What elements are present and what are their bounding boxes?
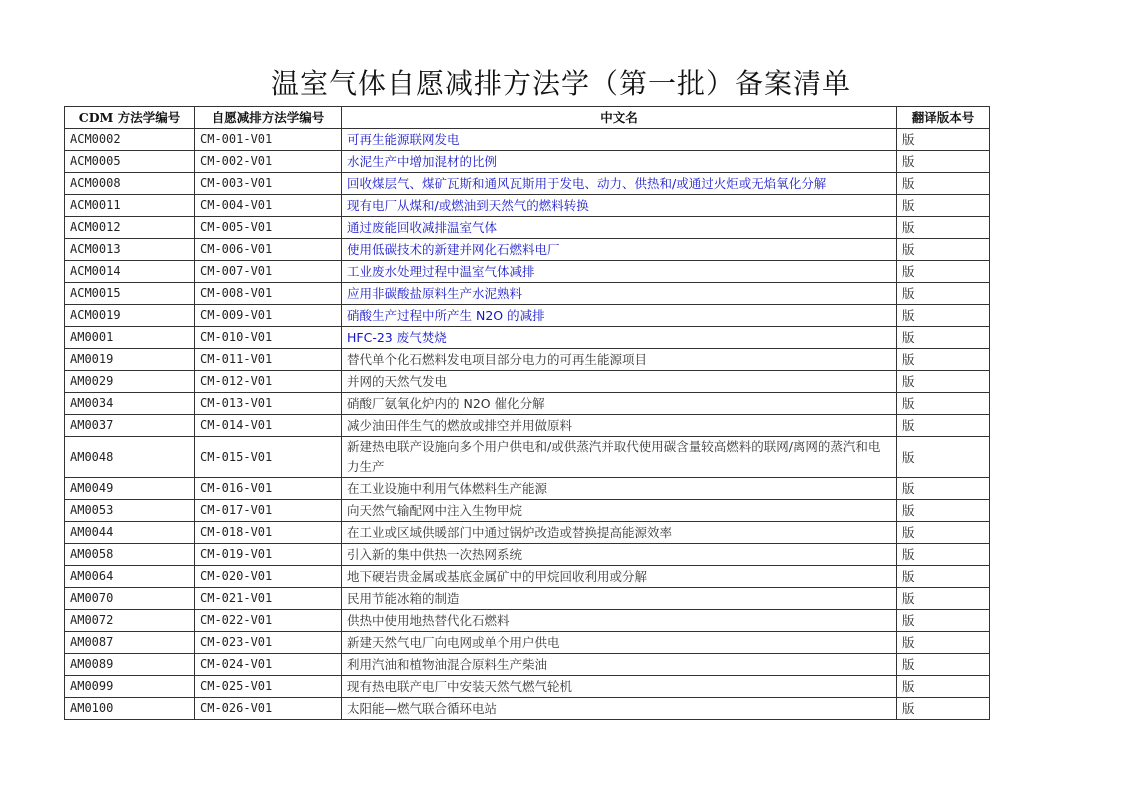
chinese-name-cell: 民用节能冰箱的制造 xyxy=(342,588,897,610)
cdm-code-cell: AM0029 xyxy=(65,371,195,393)
table-row xyxy=(65,327,990,349)
table-row xyxy=(65,173,990,195)
version-cell: 版 xyxy=(897,129,990,151)
table-row xyxy=(65,632,990,654)
version-cell: 版 xyxy=(897,261,990,283)
cdm-code-cell: ACM0008 xyxy=(65,173,195,195)
version-cell: 版 xyxy=(897,305,990,327)
ccer-code-cell: CM-011-V01 xyxy=(195,349,342,371)
ccer-code-cell: CM-016-V01 xyxy=(195,478,342,500)
version-cell: 版 xyxy=(897,393,990,415)
methodology-link[interactable]: HFC-23 废气焚烧 xyxy=(342,327,897,349)
ccer-code-cell: CM-005-V01 xyxy=(195,217,342,239)
cdm-code-cell: AM0058 xyxy=(65,544,195,566)
chinese-name-cell: 在工业或区域供暖部门中通过锅炉改造或替换提高能源效率 xyxy=(342,522,897,544)
ccer-code-cell: CM-015-V01 xyxy=(195,437,342,478)
chinese-name-cell: 新建天然气电厂向电网或单个用户供电 xyxy=(342,632,897,654)
cdm-code-cell: AM0072 xyxy=(65,610,195,632)
ccer-code-cell: CM-001-V01 xyxy=(195,129,342,151)
table-row xyxy=(65,129,990,151)
table-row xyxy=(65,305,990,327)
cdm-code-cell: AM0100 xyxy=(65,698,195,720)
methodology-link[interactable]: 现有电厂从煤和/或燃油到天然气的燃料转换 xyxy=(342,195,897,217)
table-row xyxy=(65,522,990,544)
table-row xyxy=(65,500,990,522)
page-title: 温室气体自愿减排方法学（第一批）备案清单 xyxy=(270,67,851,100)
chinese-name-cell: 太阳能—燃气联合循环电站 xyxy=(342,698,897,720)
ccer-code-cell: CM-010-V01 xyxy=(195,327,342,349)
cdm-code-cell: AM0070 xyxy=(65,588,195,610)
cdm-code-cell: AM0099 xyxy=(65,676,195,698)
version-cell: 版 xyxy=(897,544,990,566)
table-row xyxy=(65,676,990,698)
ccer-code-cell: CM-006-V01 xyxy=(195,239,342,261)
methodology-link[interactable]: 可再生能源联网发电 xyxy=(342,129,897,151)
ccer-code-cell: CM-002-V01 xyxy=(195,151,342,173)
cdm-code-cell: AM0089 xyxy=(65,654,195,676)
version-cell: 版 xyxy=(897,632,990,654)
ccer-code-cell: CM-024-V01 xyxy=(195,654,342,676)
cdm-code-cell: AM0087 xyxy=(65,632,195,654)
chinese-name-cell: 新建热电联产设施向多个用户供电和/或供蒸汽并取代使用碳含量较高燃料的联网/离网的蒸汽和电力生产 xyxy=(342,437,897,478)
table-row xyxy=(65,566,990,588)
cdm-code-cell: ACM0013 xyxy=(65,239,195,261)
table-row xyxy=(65,239,990,261)
version-cell: 版 xyxy=(897,522,990,544)
ccer-code-cell: CM-009-V01 xyxy=(195,305,342,327)
ccer-code-cell: CM-022-V01 xyxy=(195,610,342,632)
version-cell: 版 xyxy=(897,698,990,720)
ccer-code-cell: CM-007-V01 xyxy=(195,261,342,283)
ccer-code-cell: CM-003-V01 xyxy=(195,173,342,195)
table-row xyxy=(65,393,990,415)
chinese-name-cell: 减少油田伴生气的燃放或排空并用做原料 xyxy=(342,415,897,437)
column-header-cdm: CDM 方法学编号 xyxy=(65,107,195,129)
cdm-code-cell: ACM0015 xyxy=(65,283,195,305)
cdm-code-cell: AM0037 xyxy=(65,415,195,437)
chinese-name-cell: 供热中使用地热替代化石燃料 xyxy=(342,610,897,632)
table-row xyxy=(65,217,990,239)
cdm-code-cell: AM0034 xyxy=(65,393,195,415)
table-row xyxy=(65,544,990,566)
version-cell: 版 xyxy=(897,415,990,437)
ccer-code-cell: CM-018-V01 xyxy=(195,522,342,544)
version-cell: 版 xyxy=(897,654,990,676)
ccer-code-cell: CM-021-V01 xyxy=(195,588,342,610)
version-cell: 版 xyxy=(897,588,990,610)
methodology-link[interactable]: 应用非碳酸盐原料生产水泥熟料 xyxy=(342,283,897,305)
cdm-code-cell: AM0053 xyxy=(65,500,195,522)
version-cell: 版 xyxy=(897,151,990,173)
methodology-link[interactable]: 水泥生产中增加混材的比例 xyxy=(342,151,897,173)
ccer-code-cell: CM-013-V01 xyxy=(195,393,342,415)
methodology-link[interactable]: 通过废能回收减排温室气体 xyxy=(342,217,897,239)
chinese-name-cell: 现有热电联产电厂中安装天然气燃气轮机 xyxy=(342,676,897,698)
chinese-name-cell: 向天然气输配网中注入生物甲烷 xyxy=(342,500,897,522)
chinese-name-cell: 替代单个化石燃料发电项目部分电力的可再生能源项目 xyxy=(342,349,897,371)
chinese-name-cell: 并网的天然气发电 xyxy=(342,371,897,393)
cdm-code-cell: ACM0002 xyxy=(65,129,195,151)
version-cell: 版 xyxy=(897,500,990,522)
column-header-version: 翻译版本号 xyxy=(897,107,990,129)
version-cell: 版 xyxy=(897,195,990,217)
ccer-code-cell: CM-014-V01 xyxy=(195,415,342,437)
methodology-link[interactable]: 回收煤层气、煤矿瓦斯和通风瓦斯用于发电、动力、供热和/或通过火炬或无焰氧化分解 xyxy=(342,173,897,195)
cdm-code-cell: AM0044 xyxy=(65,522,195,544)
version-cell: 版 xyxy=(897,676,990,698)
ccer-code-cell: CM-025-V01 xyxy=(195,676,342,698)
chinese-name-cell: 在工业设施中利用气体燃料生产能源 xyxy=(342,478,897,500)
chinese-name-cell: 引入新的集中供热一次热网系统 xyxy=(342,544,897,566)
table-header-row xyxy=(65,107,990,129)
cdm-code-cell: AM0064 xyxy=(65,566,195,588)
table-row xyxy=(65,588,990,610)
cdm-code-cell: ACM0014 xyxy=(65,261,195,283)
version-cell: 版 xyxy=(897,437,990,478)
chinese-name-cell: 硝酸厂氨氧化炉内的 N2O 催化分解 xyxy=(342,393,897,415)
table-row xyxy=(65,151,990,173)
version-cell: 版 xyxy=(897,610,990,632)
version-cell: 版 xyxy=(897,217,990,239)
chinese-name-cell: 地下硬岩贵金属或基底金属矿中的甲烷回收利用或分解 xyxy=(342,566,897,588)
version-cell: 版 xyxy=(897,327,990,349)
table-row xyxy=(65,195,990,217)
table-row xyxy=(65,654,990,676)
cdm-code-cell: ACM0011 xyxy=(65,195,195,217)
cdm-code-cell: AM0049 xyxy=(65,478,195,500)
ccer-code-cell: CM-026-V01 xyxy=(195,698,342,720)
table-body xyxy=(65,129,990,720)
version-cell: 版 xyxy=(897,173,990,195)
table-row xyxy=(65,283,990,305)
version-cell: 版 xyxy=(897,283,990,305)
version-cell: 版 xyxy=(897,371,990,393)
version-cell: 版 xyxy=(897,566,990,588)
version-cell: 版 xyxy=(897,239,990,261)
ccer-code-cell: CM-017-V01 xyxy=(195,500,342,522)
version-cell: 版 xyxy=(897,478,990,500)
ccer-code-cell: CM-020-V01 xyxy=(195,566,342,588)
cdm-code-cell: AM0001 xyxy=(65,327,195,349)
cdm-code-cell: AM0019 xyxy=(65,349,195,371)
version-cell: 版 xyxy=(897,349,990,371)
cdm-code-cell: ACM0005 xyxy=(65,151,195,173)
ccer-code-cell: CM-004-V01 xyxy=(195,195,342,217)
table-row xyxy=(65,478,990,500)
column-header-chinese-name: 中文名 xyxy=(342,107,897,129)
methodology-link[interactable]: 硝酸生产过程中所产生 N2O 的减排 xyxy=(342,305,897,327)
table-row xyxy=(65,437,990,478)
ccer-code-cell: CM-008-V01 xyxy=(195,283,342,305)
table-row xyxy=(65,349,990,371)
ccer-code-cell: CM-023-V01 xyxy=(195,632,342,654)
methodology-link[interactable]: 工业废水处理过程中温室气体减排 xyxy=(342,261,897,283)
table-row xyxy=(65,371,990,393)
methodology-table xyxy=(64,106,990,720)
methodology-link[interactable]: 使用低碳技术的新建并网化石燃料电厂 xyxy=(342,239,897,261)
chinese-name-cell: 利用汽油和植物油混合原料生产柴油 xyxy=(342,654,897,676)
table-row xyxy=(65,261,990,283)
ccer-code-cell: CM-012-V01 xyxy=(195,371,342,393)
table-row xyxy=(65,415,990,437)
cdm-code-cell: ACM0019 xyxy=(65,305,195,327)
cdm-code-cell: AM0048 xyxy=(65,437,195,478)
column-header-ccer: 自愿减排方法学编号 xyxy=(195,107,342,129)
table-row xyxy=(65,610,990,632)
table-row xyxy=(65,698,990,720)
cdm-code-cell: ACM0012 xyxy=(65,217,195,239)
ccer-code-cell: CM-019-V01 xyxy=(195,544,342,566)
